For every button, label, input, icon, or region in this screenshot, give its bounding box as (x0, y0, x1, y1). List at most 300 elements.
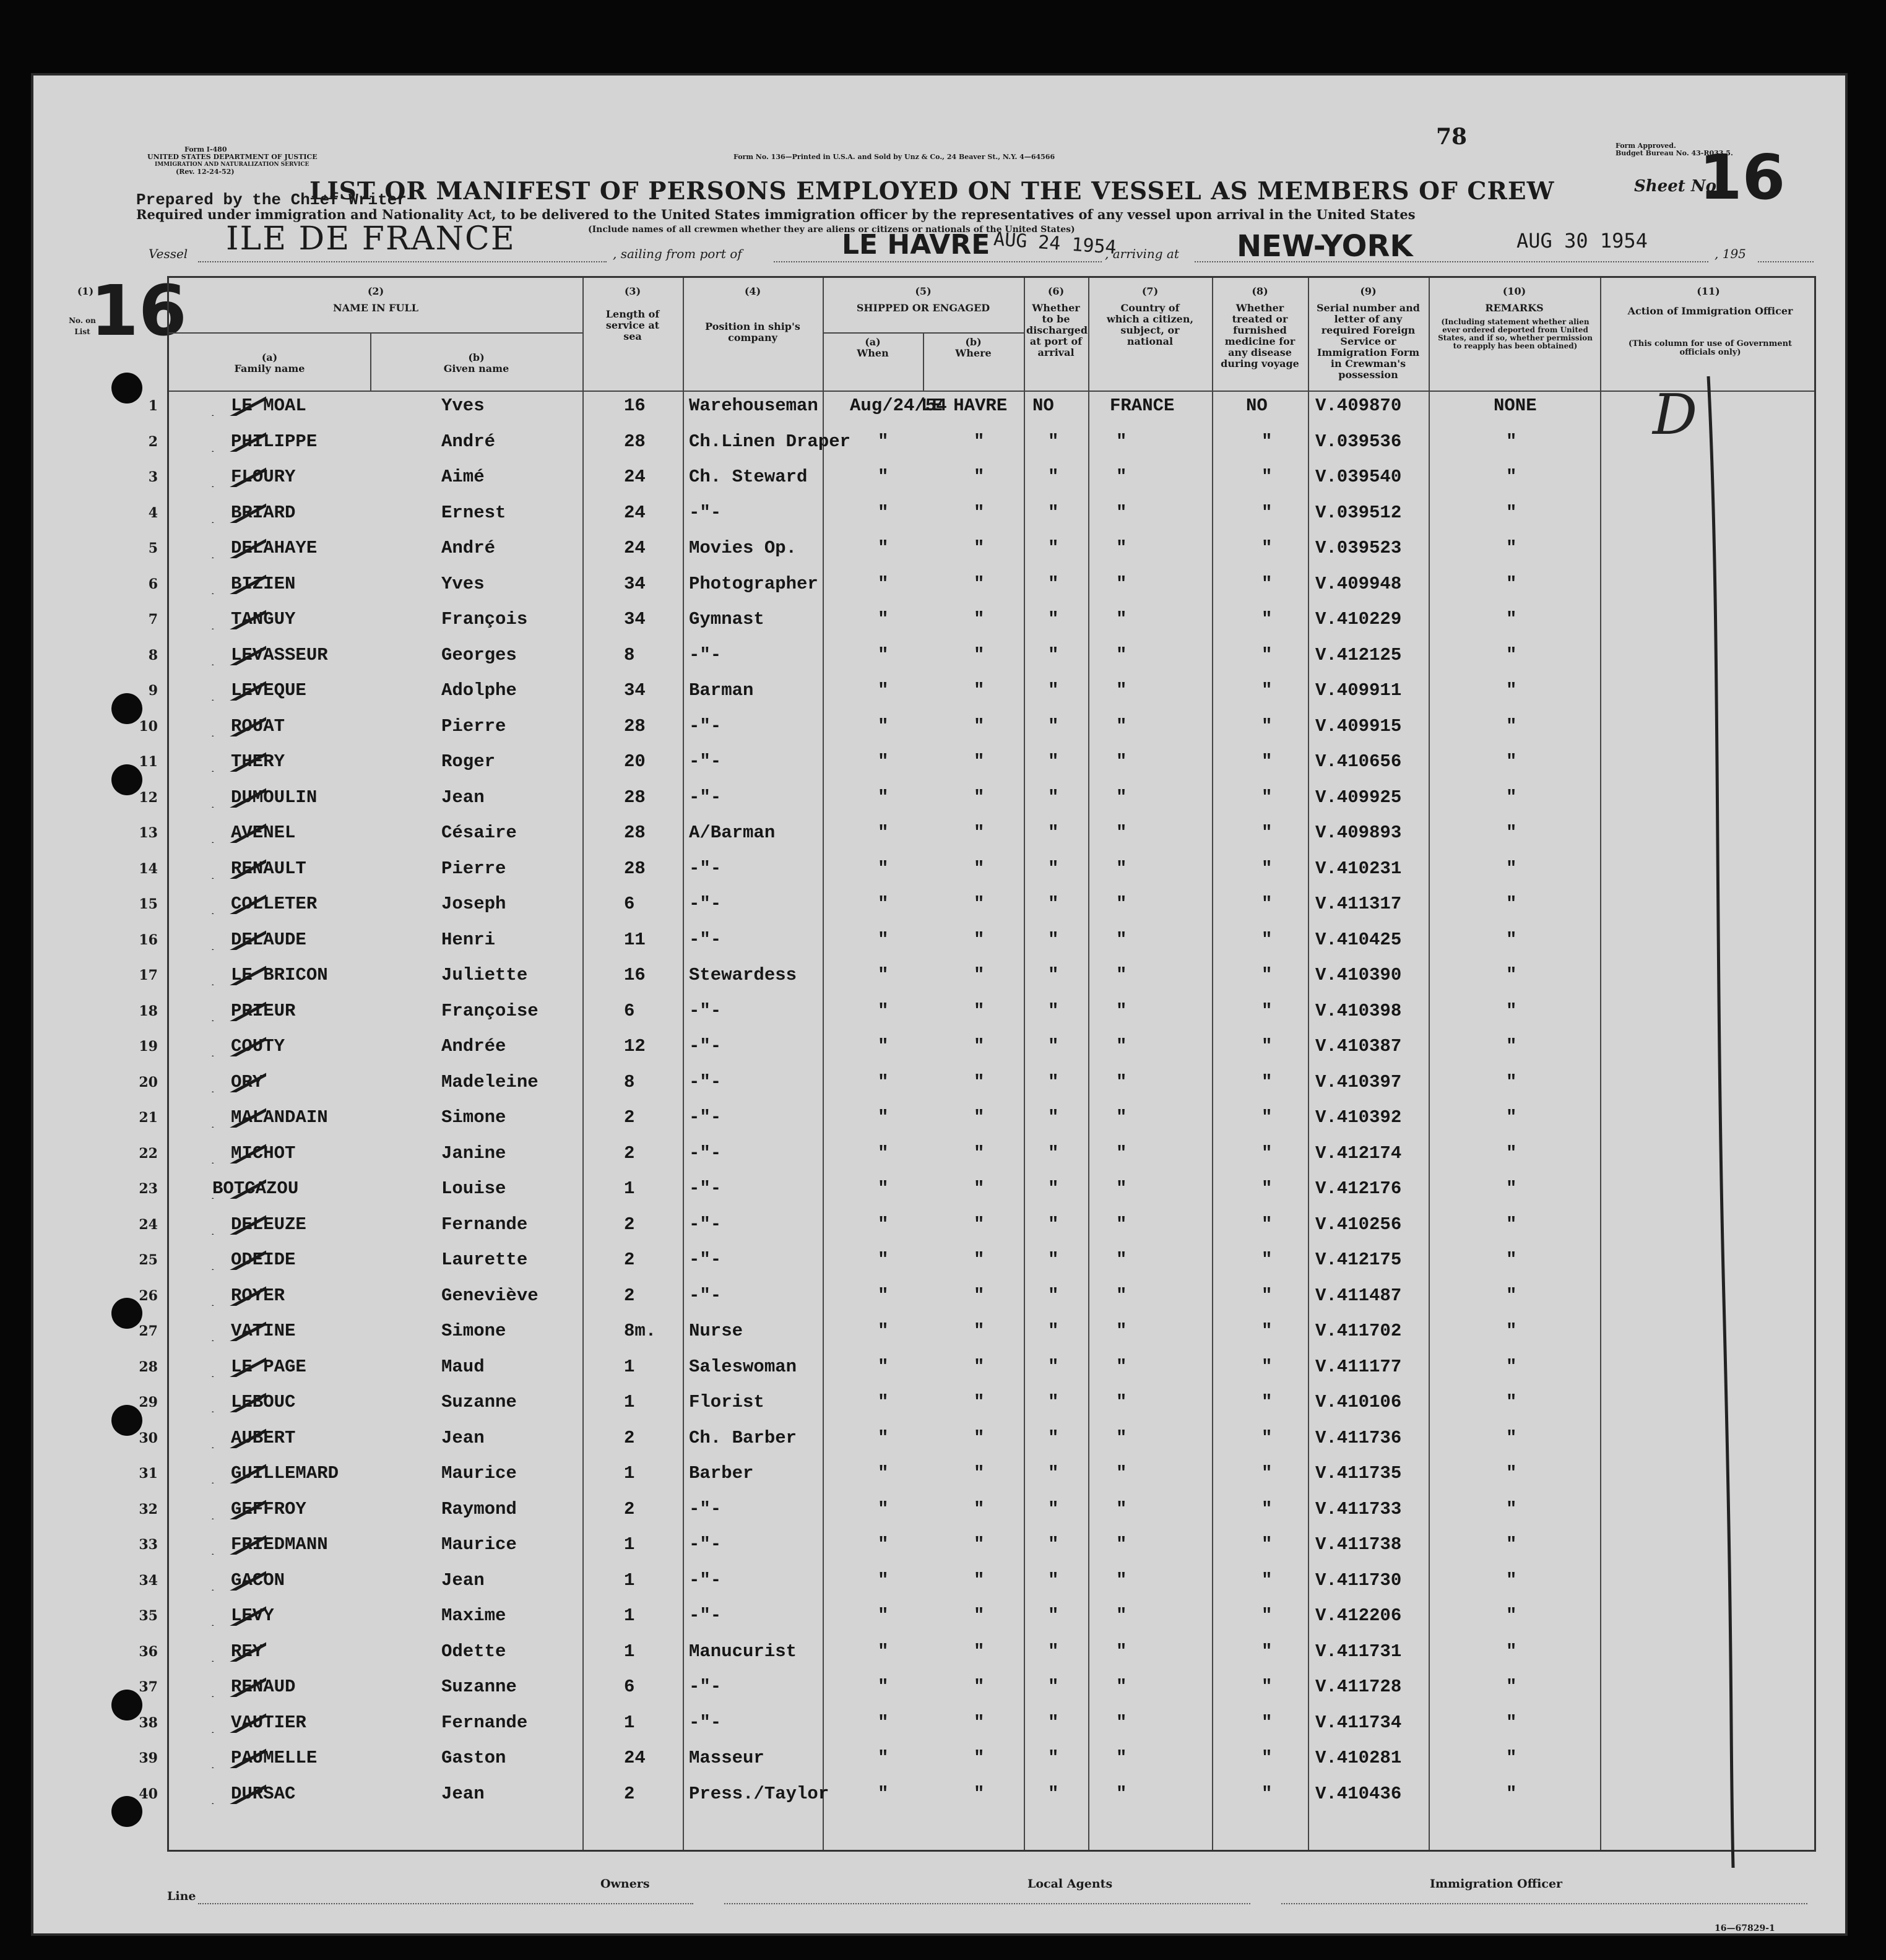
remarks-ditto: " (1506, 1071, 1517, 1092)
shipped-when-ditto: " (878, 1748, 889, 1768)
treated-ditto: " (1261, 1071, 1273, 1092)
shipped-where-ditto: " (974, 467, 985, 487)
service-length: 2 (624, 1142, 635, 1163)
country-ditto: " (1116, 1321, 1127, 1341)
given-name: Geneviève (441, 1285, 539, 1306)
remarks-ditto: " (1506, 1178, 1517, 1199)
remarks-ditto: " (1506, 1142, 1517, 1163)
family-name: ROUAT (231, 715, 285, 736)
row-number: 18 (139, 1003, 158, 1019)
country-ditto: " (1116, 431, 1127, 452)
remarks-ditto: " (1506, 1000, 1517, 1021)
col-num-11: (11) (1697, 285, 1720, 297)
row-number: 4 (148, 504, 158, 521)
service-length: 2 (624, 1107, 635, 1128)
footer-local-agents-label: Local Agents (1027, 1877, 1113, 1891)
service-length: 28 (624, 715, 646, 736)
serial-number: V.411177 (1315, 1356, 1402, 1377)
vessel-label: Vessel (149, 246, 188, 261)
given-name: Gaston (441, 1748, 506, 1768)
prepared-by: Prepared by the Chief Writer (136, 191, 407, 209)
shipped-when-ditto: " (878, 1107, 889, 1128)
check-mark (210, 641, 266, 665)
remarks-ditto: " (1506, 1036, 1517, 1056)
treated-ditto: " (1261, 1321, 1273, 1341)
treated-ditto: " (1261, 751, 1273, 772)
discharged-ditto: " (1048, 1321, 1059, 1341)
country-ditto: " (1116, 1000, 1127, 1021)
row-number: 14 (139, 860, 158, 877)
sailing-date-stamp: AUG 24 1954 (993, 228, 1117, 259)
treated-ditto: " (1261, 1463, 1273, 1483)
punch-hole (111, 373, 142, 404)
vessel-name: ILE DE FRANCE (226, 220, 516, 257)
given-name: Ernest (441, 502, 506, 523)
check-mark (210, 1743, 266, 1768)
position: -"- (689, 1498, 722, 1519)
given-name: Yves (441, 395, 485, 416)
family-name: PRIEUR (231, 1000, 296, 1021)
treated-ditto: " (1261, 1142, 1273, 1163)
serial-number: V.411738 (1315, 1534, 1402, 1555)
shipped-where-ditto: " (974, 894, 985, 914)
officer-long-stroke (1696, 370, 1745, 1917)
row-number: 13 (139, 825, 158, 841)
shipped-where-ditto: " (974, 1677, 985, 1697)
row-number: 15 (139, 896, 158, 912)
remarks-ditto: " (1506, 538, 1517, 558)
given-name: Césaire (441, 822, 517, 843)
country-ditto: " (1116, 751, 1127, 772)
form-revision: (Rev. 12-24-52) (176, 168, 235, 176)
given-name: Simone (441, 1321, 506, 1341)
remarks-ditto: " (1506, 1677, 1517, 1697)
treated-ditto: " (1261, 1178, 1273, 1199)
grid-vline (683, 278, 684, 1850)
check-mark (210, 783, 266, 808)
service-length: 1 (624, 1534, 635, 1555)
shipped-where-ditto: " (974, 1250, 985, 1270)
shipped-where-ditto: " (974, 1356, 985, 1377)
header-serial: Serial number and letter of any required Foreign Service or Immigration Form in Crewman's possession (1316, 302, 1420, 381)
grid-vline (1024, 278, 1025, 1850)
service-length: 2 (624, 1427, 635, 1448)
discharged-ditto: " (1048, 1250, 1059, 1270)
service-length: 1 (624, 1178, 635, 1199)
remarks-ditto: " (1506, 644, 1517, 665)
service-length: 2 (624, 1250, 635, 1270)
row-number: 8 (148, 647, 158, 663)
discharged-ditto: " (1048, 1605, 1059, 1626)
position: Press./Taylor (689, 1783, 829, 1804)
serial-number: V.411733 (1315, 1498, 1402, 1519)
family-name: ORY (231, 1071, 264, 1092)
arriving-label: , arriving at (1105, 246, 1179, 261)
service-length: 34 (624, 680, 646, 701)
check-mark (210, 1210, 266, 1235)
remarks-ditto: " (1506, 1641, 1517, 1662)
discharged-ditto: " (1048, 1748, 1059, 1768)
shipped-when-ditto: " (878, 644, 889, 665)
serial-number: V.411487 (1315, 1285, 1402, 1306)
check-mark (210, 1708, 266, 1733)
row-number: 19 (139, 1038, 158, 1055)
serial-number: V.039512 (1315, 502, 1402, 523)
country-ditto: " (1116, 573, 1127, 594)
remarks-ditto: " (1506, 822, 1517, 843)
country-ditto: " (1116, 1605, 1127, 1626)
given-name: Andrée (441, 1036, 506, 1056)
shipped-where-ditto: " (974, 644, 985, 665)
row-number: 32 (139, 1501, 158, 1517)
shipped-where-ditto: " (974, 1427, 985, 1448)
discharged-ditto: " (1048, 1641, 1059, 1662)
given-name: André (441, 538, 496, 558)
shipped-when-ditto: " (878, 1071, 889, 1092)
check-mark (210, 462, 266, 487)
given-name: Maud (441, 1356, 485, 1377)
page-title: LIST OR MANIFEST OF PERSONS EMPLOYED ON THE VESSEL AS MEMBERS OF CREW (309, 177, 1555, 205)
given-name: Maxime (441, 1605, 506, 1626)
service-length: 2 (624, 1285, 635, 1306)
family-name: AUBERT (231, 1427, 296, 1448)
shipped-where-ditto: " (974, 1463, 985, 1483)
printer-note: Form No. 136—Printed in U.S.A. and Sold by Unz & Co., 24 Beaver St., N.Y. 4—64566 (733, 153, 1055, 161)
service-length: 8 (624, 644, 635, 665)
shipped-when-ditto: " (878, 1250, 889, 1270)
service-length: 24 (624, 538, 646, 558)
discharged-ditto: " (1048, 1285, 1059, 1306)
row-number: 35 (139, 1608, 158, 1624)
remarks-ditto: " (1506, 1534, 1517, 1555)
col-num-8: (8) (1252, 285, 1268, 297)
position: -"- (689, 1569, 722, 1591)
service-length: 24 (624, 502, 646, 523)
shipped-when-ditto: " (878, 1783, 889, 1804)
country-ditto: " (1116, 609, 1127, 629)
check-mark (210, 1174, 266, 1199)
service-length: 2 (624, 1498, 635, 1519)
given-name: Pierre (441, 715, 506, 736)
remarks-ditto: " (1506, 431, 1517, 452)
discharged-ditto: " (1048, 751, 1059, 772)
serial-number: V.412125 (1315, 644, 1402, 665)
family-name: AVENEL (231, 822, 296, 843)
shipped-where-ditto: " (974, 1178, 985, 1199)
check-mark (210, 1388, 266, 1412)
row-number: 12 (139, 789, 158, 806)
service-length: 6 (624, 1000, 635, 1021)
remarks-ditto: " (1506, 1392, 1517, 1412)
given-name: Laurette (441, 1250, 528, 1270)
shipped-where-ditto: " (974, 1712, 985, 1733)
country-ditto: " (1116, 1748, 1127, 1768)
position: Warehouseman (689, 395, 818, 416)
treated-ditto: " (1261, 1036, 1273, 1056)
discharged-ditto: " (1048, 1000, 1059, 1021)
shipped-where-ditto: " (974, 680, 985, 701)
given-name: Fernande (441, 1214, 528, 1235)
discharged-ditto: " (1048, 1534, 1059, 1555)
sailing-label: , sailing from port of (613, 246, 742, 261)
col-num-5: (5) (915, 285, 932, 297)
position: -"- (689, 1142, 722, 1163)
row-number: 39 (139, 1750, 158, 1766)
position: -"- (689, 1000, 722, 1021)
col-num-2: (2) (367, 285, 384, 297)
family-name: COLLETER (231, 894, 318, 914)
arrival-date: AUG 30 1954 (1516, 229, 1648, 253)
service-length: 8m. (624, 1321, 657, 1341)
position: -"- (689, 644, 722, 665)
country-ditto: " (1116, 1356, 1127, 1377)
header-discharged: Whether to be discharged at port of arrival (1026, 302, 1088, 358)
header-shipped: SHIPPED OR ENGAGED (856, 302, 990, 314)
footer-officer-dotline (1281, 1903, 1807, 1904)
discharged-ditto: " (1048, 467, 1059, 487)
treated-ditto: " (1261, 644, 1273, 665)
position: -"- (689, 1214, 722, 1235)
service-length: 28 (624, 431, 646, 452)
remarks-ditto: " (1506, 1605, 1517, 1626)
service-length: 1 (624, 1392, 635, 1412)
grid-subhead-line (169, 332, 582, 334)
family-name: TANGUY (231, 609, 296, 629)
budget-bureau: Budget Bureau No. 43-R033.5. (1616, 149, 1733, 157)
shipped-when-ditto: " (878, 1427, 889, 1448)
given-name: Roger (441, 751, 496, 772)
given-name: Louise (441, 1178, 506, 1199)
treated-ditto: " (1261, 1250, 1273, 1270)
discharged-ditto: " (1048, 644, 1059, 665)
shipped-where-ditto: " (974, 1036, 985, 1056)
grid-vline (823, 278, 824, 1850)
col-num-3: (3) (624, 285, 641, 297)
check-mark (210, 1139, 266, 1163)
given-name: Juliette (441, 965, 528, 985)
grid-subhead-line (823, 332, 1024, 334)
family-name: BOTCAZOU (212, 1178, 299, 1199)
shipped-when-ditto: " (878, 1178, 889, 1199)
position: -"- (689, 751, 722, 772)
family-name: LEVEQUE (231, 680, 306, 701)
position: Nurse (689, 1321, 743, 1341)
country-ditto: " (1116, 858, 1127, 879)
country-ditto: " (1116, 965, 1127, 985)
discharged-ditto: " (1048, 1569, 1059, 1591)
treated-ditto: " (1261, 1605, 1273, 1626)
include-note: (Include names of all crewmen whether they are aliens or citizens or nationals of the United States) (588, 225, 1075, 235)
check-mark (210, 925, 266, 950)
treated-ditto: " (1261, 1000, 1273, 1021)
service-length: 20 (624, 751, 646, 772)
shipped-when-ditto: " (878, 1036, 889, 1056)
given-name: André (441, 431, 496, 452)
discharged: NO (1032, 395, 1054, 416)
country: FRANCE (1110, 395, 1175, 416)
remarks-ditto: " (1506, 1250, 1517, 1270)
discharged-ditto: " (1048, 1071, 1059, 1092)
shipped-where-ditto: " (974, 858, 985, 879)
discharged-ditto: " (1048, 502, 1059, 523)
position: -"- (689, 502, 722, 523)
form-id-block (147, 146, 318, 176)
shipped-where-ditto: " (974, 1783, 985, 1804)
treated-ditto: " (1261, 1677, 1273, 1697)
form-approved: Form Approved. (1616, 142, 1676, 150)
shipped-when-ditto: " (878, 1214, 889, 1235)
discharged-ditto: " (1048, 1712, 1059, 1733)
remarks-ditto: " (1506, 609, 1517, 629)
treated-ditto: " (1261, 787, 1273, 808)
shipped-where-ditto: " (974, 715, 985, 736)
family-name: LE BRICON (231, 965, 328, 985)
given-name: Jean (441, 1427, 485, 1448)
position: -"- (689, 787, 722, 808)
treated-ditto: " (1261, 502, 1273, 523)
country-ditto: " (1116, 644, 1127, 665)
shipped-when-ditto: " (878, 822, 889, 843)
serial-number: V.411317 (1315, 894, 1402, 914)
family-name: BRIARD (231, 502, 296, 523)
grid-vline (1429, 278, 1430, 1850)
service-length: 2 (624, 1783, 635, 1804)
header-remarks: REMARKS (1485, 302, 1544, 314)
country-ditto: " (1116, 1463, 1127, 1483)
side-sheet-number: 16 (90, 271, 187, 352)
service-length: 1 (624, 1712, 635, 1733)
serial-number: V.410256 (1315, 1214, 1402, 1235)
check-mark (210, 1245, 266, 1270)
serial-number: V.410398 (1315, 1000, 1402, 1021)
shipped-when-ditto: " (878, 680, 889, 701)
serial-number: V.039540 (1315, 467, 1402, 487)
remarks-ditto: " (1506, 1356, 1517, 1377)
position: Movies Op. (689, 538, 797, 558)
position: Stewardess (689, 965, 797, 985)
family-name: LE PAGE (231, 1356, 306, 1377)
check-mark (210, 533, 266, 558)
treated-ditto: " (1261, 1783, 1273, 1804)
serial-number: V.409915 (1315, 715, 1402, 736)
remarks-ditto: " (1506, 1107, 1517, 1128)
country-ditto: " (1116, 929, 1127, 950)
service-length: 24 (624, 1748, 646, 1768)
service-length: 11 (624, 929, 646, 950)
remarks-ditto: " (1506, 502, 1517, 523)
position: -"- (689, 1178, 722, 1199)
check-mark (210, 1637, 266, 1662)
treated-ditto: " (1261, 431, 1273, 452)
position: Florist (689, 1392, 764, 1412)
remarks-ditto: " (1506, 467, 1517, 487)
position: -"- (689, 1285, 722, 1306)
service-length: 6 (624, 1677, 635, 1697)
treated-ditto: " (1261, 965, 1273, 985)
service-length: 1 (624, 1569, 635, 1591)
punch-hole (111, 693, 142, 724)
position: Ch. Steward (689, 467, 808, 487)
country-ditto: " (1116, 1107, 1127, 1128)
country-ditto: " (1116, 1285, 1127, 1306)
shipped-when-ditto: " (878, 431, 889, 452)
footer-owners-label: Owners (600, 1877, 650, 1891)
footer-officer-label: Immigration Officer (1430, 1877, 1563, 1891)
shipped-when-ditto: " (878, 787, 889, 808)
footer-form-code: 16—67829-1 (1715, 1923, 1775, 1933)
serial-number: V.409911 (1315, 680, 1402, 701)
serial-number: V.410229 (1315, 609, 1402, 629)
row-number: 30 (139, 1430, 158, 1446)
family-name: DUMOULIN (231, 787, 318, 808)
header-officer-action: Action of Immigration Officer (1627, 305, 1793, 317)
row-number: 11 (139, 754, 158, 770)
col-num-9: (9) (1360, 285, 1377, 297)
family-name: COUTY (231, 1036, 285, 1056)
row-number: 26 (139, 1287, 158, 1304)
position: -"- (689, 1071, 722, 1092)
serial-number: V.411728 (1315, 1677, 1402, 1697)
serial-number: V.410231 (1315, 858, 1402, 879)
given-name: Simone (441, 1107, 506, 1128)
manifest-sheet (31, 73, 1848, 1936)
shipped-when-ditto: " (878, 1000, 889, 1021)
service-length: 34 (624, 573, 646, 594)
discharged-ditto: " (1048, 609, 1059, 629)
country-ditto: " (1116, 1498, 1127, 1519)
header-when: (a) When (857, 336, 889, 359)
service-length: 28 (624, 858, 646, 879)
treated-ditto: " (1261, 715, 1273, 736)
family-name: GUILLEMARD (231, 1463, 339, 1483)
shipped-when-ditto: " (878, 1569, 889, 1591)
header-family-name: (a) Family name (234, 352, 305, 374)
check-mark (210, 818, 266, 843)
header-remarks-note: (Including statement whether alien ever ordered deported from United States, and if so, whether permission to reapply has been obtained) (1438, 317, 1593, 350)
country-ditto: " (1116, 1178, 1127, 1199)
service-length: 2 (624, 1214, 635, 1235)
given-name: Georges (441, 644, 517, 665)
remarks-ditto: " (1506, 1569, 1517, 1591)
position: -"- (689, 929, 722, 950)
shipped-where-ditto: " (974, 1107, 985, 1128)
treated-ditto: " (1261, 609, 1273, 629)
row-number: 6 (148, 576, 158, 592)
position: A/Barman (689, 822, 776, 843)
country-ditto: " (1116, 538, 1127, 558)
sailing-port: LE HAVRE (842, 229, 990, 261)
treated-ditto: " (1261, 680, 1273, 701)
position: Masseur (689, 1748, 764, 1768)
page-number: 78 (1436, 124, 1468, 150)
position: Ch.Linen Draper (689, 431, 851, 452)
family-name: LEBOUC (231, 1392, 296, 1412)
header-name-in-full: NAME IN FULL (332, 302, 418, 314)
row-number: 16 (139, 931, 158, 948)
serial-number: V.411702 (1315, 1321, 1402, 1341)
header-given-name: (b) Given name (443, 352, 509, 374)
row-number: 28 (139, 1358, 158, 1375)
shipped-when-ditto: " (878, 609, 889, 629)
service-length: 1 (624, 1463, 635, 1483)
shipped-when-ditto: " (878, 1142, 889, 1163)
check-mark (210, 1495, 266, 1519)
shipped-where-ditto: " (974, 1285, 985, 1306)
family-name: LE MOAL (231, 395, 306, 416)
sailing-dotline (774, 261, 1102, 262)
service-length: 34 (624, 609, 646, 629)
given-name: Odette (441, 1641, 506, 1662)
